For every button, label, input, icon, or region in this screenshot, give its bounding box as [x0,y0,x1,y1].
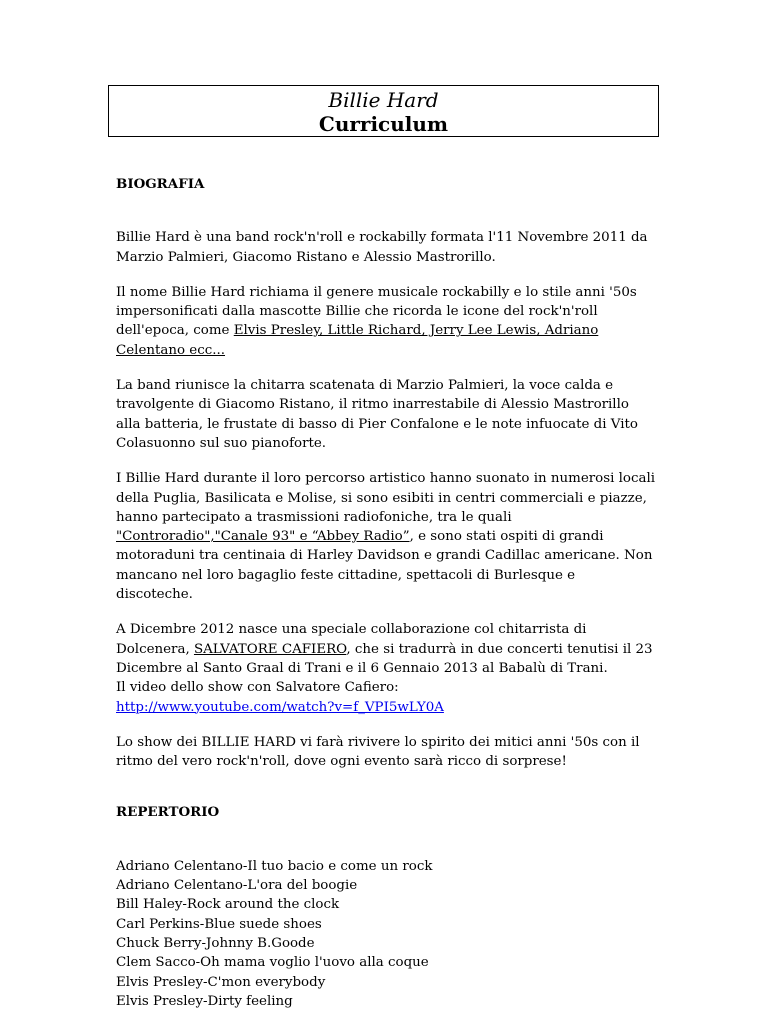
biography-paragraph-6: Lo show dei BILLIE HARD vi farà rivivere lo spirito dei mitici anni '50s con il ritmo del vero rock'n'roll, dove ogni evento sarà ricco di sorprese! [116,734,640,770]
paragraph-text: , e sono stati ospiti di grandi motoraduni tra centinaia di Harley Davidson e grandi Cadillac americane. Non mancano nel loro bagaglio feste cittadine, spettacoli di Burlesque e discoteche. [116,529,653,603]
repertoire-item: Clem Sacco-Oh mama voglio l'uovo alla coque [116,955,429,971]
biography-paragraph-3: La band riunisce la chitarra scatenata di Marzio Palmieri, la voce calda e travolgente di Giacomo Ristano, il ritmo inarrestabile di Alessio Mastrorillo alla batteria, le frustate di basso di Pier Confalone e le note infuocate di Vito Colasuonno sul suo pianoforte. [116,378,638,451]
paragraph-text: Il nome Billie Hard richiama il genere musicale rockabilly e lo stile anni '50s impersonificati dalla mascotte Billie che ricorda le icone del rock'n'roll dell'epoca, come [116,284,637,339]
biography-paragraph-2 [116,283,656,360]
paragraph-text: A Dicembre 2012 nasce una speciale collaborazione col chitarrista di Dolcenera, [116,622,587,657]
paragraph-text: I Billie Hard durante il loro percorso artistico hanno suonato in numerosi locali della Puglia, Basilicata e Molise, si sono esibiti in centri commerciali e piazze, hanno partecipato a trasmissioni radiofoniche, tra le quali [116,471,656,525]
biography-heading: BIOGRAFIA [116,176,205,192]
repertoire-item: Bill Haley-Rock around the clock [116,897,340,913]
video-label: Il video dello show con Salvatore Cafiero: [116,680,399,696]
repertoire-item: Carl Perkins-Blue suede shoes [116,916,322,932]
artists-link[interactable]: Elvis Presley, Little Richard, Jerry Lee Lewis, Adriano Celentano ecc... [116,323,599,358]
biography-paragraph-5 [116,620,656,716]
repertoire-item: Elvis Presley-C'mon everybody [116,974,326,990]
document-title: Curriculum [318,112,449,136]
video-link[interactable]: http://www.youtube.com/watch?v=f_VPI5wLY0A [116,699,444,715]
repertoire-item: Adriano Celentano-L'ora del boogie [116,878,358,894]
cafiero-link[interactable]: SALVATORE CAFIERO [193,641,347,657]
paragraph-text: , che si tradurrà in due concerti tenutisi il 23 Dicembre al Santo Graal di Trani e il 6 Gennaio 2013 al Babalù di Trani. [116,641,653,676]
repertoire-item: Adriano Celentano-Il tuo bacio e come un rock [116,858,433,874]
biography-paragraph-1: Billie Hard è una band rock'n'roll e rockabilly formata l'11 Novembre 2011 da Marzio Palmieri, Giacomo Ristano e Alessio Mastrorillo. [116,230,648,265]
title-box [108,85,659,137]
band-name: Billie Hard [328,88,439,112]
repertoire-item: Chuck Berry-Johnny B.Goode [116,935,315,951]
document-body [116,175,656,1011]
repertoire-heading: REPERTORIO [116,804,220,821]
repertoire-item: Elvis Presley-Dirty feeling [116,993,293,1009]
repertoire-list [116,857,656,1011]
radio-link[interactable]: "Controradio","Canale 93" e “Abbey Radio” [116,529,410,545]
biography-paragraph-4 [116,469,656,604]
